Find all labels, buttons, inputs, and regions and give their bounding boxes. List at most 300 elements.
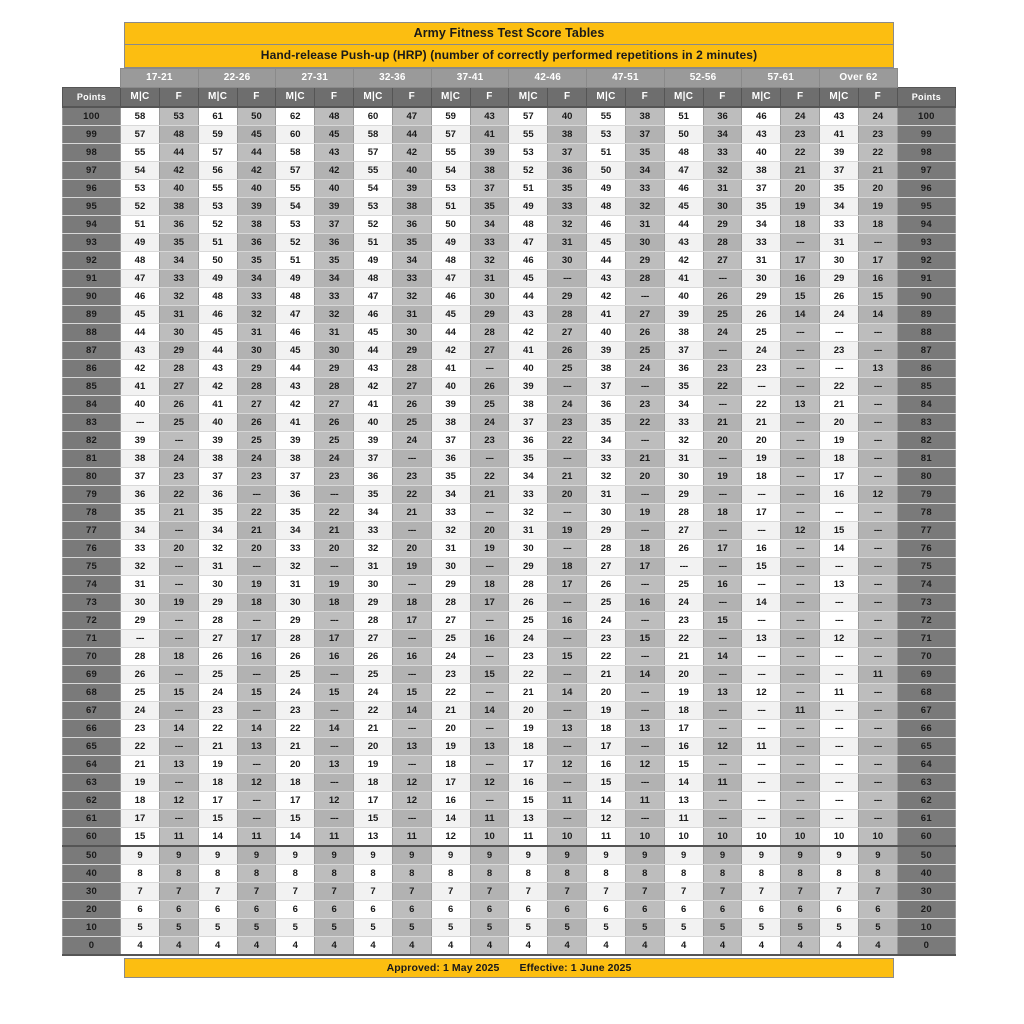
age-header-spacer-right <box>897 69 955 88</box>
cell-32-36-female: 5 <box>392 919 431 937</box>
cell-27-31-female: 12 <box>315 792 354 810</box>
cell-42-46-female: 38 <box>548 126 587 144</box>
cell-17-21-male: 47 <box>121 270 160 288</box>
cell-22-26-female: 6 <box>237 901 276 919</box>
cell-52-56-male: 28 <box>664 504 703 522</box>
cell-37-41-female: 38 <box>470 162 509 180</box>
cell-47-51-female: 33 <box>625 180 664 198</box>
col-header-32-36-female: F <box>392 88 431 108</box>
cell-37-41-female: --- <box>470 684 509 702</box>
cell-22-26-male: 30 <box>198 576 237 594</box>
cell-37-41-female: 6 <box>470 901 509 919</box>
cell-57-61-female: --- <box>781 450 820 468</box>
cell-17-21-female: 19 <box>159 594 198 612</box>
cell-42-46-male: 30 <box>509 540 548 558</box>
cell-47-51-male: 5 <box>587 919 626 937</box>
cell-over-62-female: 23 <box>858 126 897 144</box>
cell-32-36-male: 27 <box>354 630 393 648</box>
cell-47-51-female: 29 <box>625 252 664 270</box>
cell-47-51-male: 40 <box>587 324 626 342</box>
cell-57-61-female: 21 <box>781 162 820 180</box>
cell-over-62-male: --- <box>820 612 859 630</box>
cell-52-56-male: 32 <box>664 432 703 450</box>
cell-57-61-male: 11 <box>742 738 781 756</box>
cell-42-46-male: 13 <box>509 810 548 828</box>
cell-57-61-female: --- <box>781 432 820 450</box>
cell-42-46-female: 24 <box>548 396 587 414</box>
cell-42-46-female: 6 <box>548 901 587 919</box>
cell-22-26-male: 6 <box>198 901 237 919</box>
cell-over-62-male: --- <box>820 792 859 810</box>
cell-17-21-female: 20 <box>159 540 198 558</box>
cell-42-46-female: 10 <box>548 828 587 847</box>
cell-42-46-female: --- <box>548 270 587 288</box>
cell-42-46-female: --- <box>548 504 587 522</box>
col-header-57-61-female: F <box>781 88 820 108</box>
points-value-right: 78 <box>897 504 955 522</box>
cell-42-46-female: 28 <box>548 306 587 324</box>
cell-over-62-male: 23 <box>820 342 859 360</box>
cell-42-46-female: 9 <box>548 846 587 865</box>
cell-42-46-male: 49 <box>509 198 548 216</box>
cell-57-61-female: --- <box>781 414 820 432</box>
cell-22-26-female: 19 <box>237 576 276 594</box>
points-value-left: 85 <box>63 378 121 396</box>
cell-17-21-male: 15 <box>121 828 160 847</box>
cell-42-46-male: 7 <box>509 883 548 901</box>
cell-42-46-female: --- <box>548 666 587 684</box>
cell-42-46-male: 18 <box>509 738 548 756</box>
cell-37-41-female: 19 <box>470 540 509 558</box>
cell-37-41-female: 27 <box>470 342 509 360</box>
cell-37-41-male: 30 <box>431 558 470 576</box>
cell-32-36-female: 42 <box>392 144 431 162</box>
cell-22-26-male: 9 <box>198 846 237 865</box>
cell-22-26-male: 23 <box>198 702 237 720</box>
cell-over-62-female: --- <box>858 396 897 414</box>
cell-27-31-female: 45 <box>315 126 354 144</box>
cell-47-51-female: 23 <box>625 396 664 414</box>
cell-27-31-male: 52 <box>276 234 315 252</box>
cell-22-26-female: 34 <box>237 270 276 288</box>
cell-52-56-female: 8 <box>703 865 742 883</box>
cell-37-41-female: 25 <box>470 396 509 414</box>
cell-37-41-female: 37 <box>470 180 509 198</box>
cell-over-62-male: 43 <box>820 107 859 126</box>
cell-over-62-female: 21 <box>858 162 897 180</box>
points-value-right: 64 <box>897 756 955 774</box>
cell-22-26-male: 28 <box>198 612 237 630</box>
cell-over-62-male: 10 <box>820 828 859 847</box>
cell-17-21-female: 25 <box>159 414 198 432</box>
cell-27-31-female: 48 <box>315 107 354 126</box>
cell-17-21-female: --- <box>159 558 198 576</box>
cell-17-21-male: 53 <box>121 180 160 198</box>
cell-57-61-male: 6 <box>742 901 781 919</box>
cell-27-31-female: 18 <box>315 594 354 612</box>
cell-57-61-male: 21 <box>742 414 781 432</box>
cell-27-31-female: 15 <box>315 684 354 702</box>
cell-42-46-male: 39 <box>509 378 548 396</box>
cell-52-56-male: 27 <box>664 522 703 540</box>
cell-32-36-male: 17 <box>354 792 393 810</box>
cell-22-26-female: 17 <box>237 630 276 648</box>
cell-over-62-female: --- <box>858 576 897 594</box>
cell-57-61-female: --- <box>781 360 820 378</box>
cell-22-26-female: --- <box>237 702 276 720</box>
cell-57-61-male: 24 <box>742 342 781 360</box>
cell-52-56-male: 51 <box>664 107 703 126</box>
cell-52-56-female: --- <box>703 666 742 684</box>
cell-27-31-female: --- <box>315 666 354 684</box>
cell-32-36-female: 12 <box>392 792 431 810</box>
cell-27-31-female: 13 <box>315 756 354 774</box>
cell-57-61-male: 7 <box>742 883 781 901</box>
cell-27-31-female: 28 <box>315 378 354 396</box>
points-value-right: 98 <box>897 144 955 162</box>
cell-32-36-male: 41 <box>354 396 393 414</box>
cell-32-36-male: 44 <box>354 342 393 360</box>
points-value-right: 80 <box>897 468 955 486</box>
cell-27-31-female: 5 <box>315 919 354 937</box>
cell-22-26-male: 22 <box>198 720 237 738</box>
cell-27-31-male: 43 <box>276 378 315 396</box>
cell-42-46-female: 33 <box>548 198 587 216</box>
cell-17-21-male: 7 <box>121 883 160 901</box>
col-header-42-46-female: F <box>548 88 587 108</box>
cell-42-46-male: 46 <box>509 252 548 270</box>
cell-47-51-female: 10 <box>625 828 664 847</box>
cell-22-26-female: 44 <box>237 144 276 162</box>
col-header-57-61-male: M|C <box>742 88 781 108</box>
cell-52-56-male: 46 <box>664 180 703 198</box>
cell-47-51-male: 35 <box>587 414 626 432</box>
cell-22-26-female: --- <box>237 756 276 774</box>
age-group-over-62: Over 62 <box>820 69 898 88</box>
cell-42-46-male: 43 <box>509 306 548 324</box>
cell-over-62-female: --- <box>858 630 897 648</box>
cell-17-21-female: 11 <box>159 828 198 847</box>
cell-52-56-male: 42 <box>664 252 703 270</box>
cell-32-36-male: 31 <box>354 558 393 576</box>
points-value-left: 69 <box>63 666 121 684</box>
cell-57-61-female: --- <box>781 342 820 360</box>
cell-52-56-female: 9 <box>703 846 742 865</box>
cell-22-26-female: 14 <box>237 720 276 738</box>
cell-32-36-female: 12 <box>392 774 431 792</box>
cell-27-31-female: --- <box>315 612 354 630</box>
cell-47-51-female: 34 <box>625 162 664 180</box>
cell-27-31-female: 20 <box>315 540 354 558</box>
cell-37-41-male: 42 <box>431 342 470 360</box>
cell-52-56-female: 19 <box>703 468 742 486</box>
cell-57-61-male: 13 <box>742 630 781 648</box>
cell-over-62-female: --- <box>858 756 897 774</box>
cell-27-31-male: 35 <box>276 504 315 522</box>
cell-57-61-female: 5 <box>781 919 820 937</box>
col-header-22-26-male: M|C <box>198 88 237 108</box>
cell-22-26-male: 61 <box>198 107 237 126</box>
cell-over-62-male: 17 <box>820 468 859 486</box>
cell-47-51-male: 48 <box>587 198 626 216</box>
cell-37-41-female: 41 <box>470 126 509 144</box>
points-value-left: 61 <box>63 810 121 828</box>
cell-27-31-male: 47 <box>276 306 315 324</box>
table-row <box>63 306 956 324</box>
cell-32-36-male: 55 <box>354 162 393 180</box>
cell-27-31-male: 28 <box>276 630 315 648</box>
cell-37-41-female: 43 <box>470 107 509 126</box>
cell-32-36-female: 7 <box>392 883 431 901</box>
cell-37-41-male: 12 <box>431 828 470 847</box>
cell-52-56-female: --- <box>703 792 742 810</box>
cell-37-41-male: 19 <box>431 738 470 756</box>
cell-17-21-male: 6 <box>121 901 160 919</box>
cell-47-51-female: 35 <box>625 144 664 162</box>
points-value-left: 96 <box>63 180 121 198</box>
cell-57-61-male: --- <box>742 576 781 594</box>
cell-47-51-female: --- <box>625 522 664 540</box>
cell-17-21-male: 21 <box>121 756 160 774</box>
cell-37-41-female: 21 <box>470 486 509 504</box>
table-row <box>63 486 956 504</box>
cell-17-21-male: 29 <box>121 612 160 630</box>
table-row <box>63 162 956 180</box>
cell-42-46-female: 15 <box>548 648 587 666</box>
cell-37-41-female: 16 <box>470 630 509 648</box>
points-value-left: 50 <box>63 846 121 865</box>
cell-52-56-male: 50 <box>664 126 703 144</box>
cell-37-41-male: 48 <box>431 252 470 270</box>
cell-32-36-male: 57 <box>354 144 393 162</box>
cell-57-61-female: 10 <box>781 828 820 847</box>
cell-27-31-female: --- <box>315 810 354 828</box>
cell-17-21-female: 31 <box>159 306 198 324</box>
cell-22-26-male: 50 <box>198 252 237 270</box>
cell-47-51-male: 34 <box>587 432 626 450</box>
cell-17-21-male: 41 <box>121 378 160 396</box>
cell-52-56-female: 33 <box>703 144 742 162</box>
points-value-left: 64 <box>63 756 121 774</box>
cell-over-62-male: --- <box>820 738 859 756</box>
points-value-right: 92 <box>897 252 955 270</box>
cell-17-21-female: 27 <box>159 378 198 396</box>
cell-17-21-female: 4 <box>159 937 198 956</box>
cell-37-41-male: 4 <box>431 937 470 956</box>
cell-17-21-male: 32 <box>121 558 160 576</box>
cell-27-31-male: 7 <box>276 883 315 901</box>
cell-over-62-male: 29 <box>820 270 859 288</box>
cell-17-21-female: 5 <box>159 919 198 937</box>
cell-37-41-female: 11 <box>470 810 509 828</box>
cell-over-62-male: --- <box>820 360 859 378</box>
points-value-left: 60 <box>63 828 121 847</box>
cell-22-26-female: 38 <box>237 216 276 234</box>
cell-37-41-male: 8 <box>431 865 470 883</box>
cell-57-61-male: --- <box>742 720 781 738</box>
cell-37-41-male: 41 <box>431 360 470 378</box>
cell-over-62-female: --- <box>858 792 897 810</box>
points-value-right: 66 <box>897 720 955 738</box>
cell-32-36-male: 28 <box>354 612 393 630</box>
cell-32-36-female: 27 <box>392 378 431 396</box>
cell-22-26-male: 38 <box>198 450 237 468</box>
cell-47-51-male: 45 <box>587 234 626 252</box>
cell-22-26-female: 42 <box>237 162 276 180</box>
cell-57-61-male: 20 <box>742 432 781 450</box>
cell-37-41-male: 16 <box>431 792 470 810</box>
cell-42-46-female: 30 <box>548 252 587 270</box>
cell-42-46-female: 14 <box>548 684 587 702</box>
cell-over-62-male: 33 <box>820 216 859 234</box>
cell-57-61-male: --- <box>742 612 781 630</box>
cell-17-21-female: 12 <box>159 792 198 810</box>
cell-52-56-male: 10 <box>664 828 703 847</box>
cell-37-41-female: 31 <box>470 270 509 288</box>
points-value-left: 98 <box>63 144 121 162</box>
cell-52-56-male: 8 <box>664 865 703 883</box>
cell-17-21-female: 53 <box>159 107 198 126</box>
cell-47-51-female: 24 <box>625 360 664 378</box>
cell-over-62-male: 39 <box>820 144 859 162</box>
cell-22-26-female: 8 <box>237 865 276 883</box>
cell-17-21-female: --- <box>159 738 198 756</box>
cell-57-61-male: 10 <box>742 828 781 847</box>
cell-57-61-male: 37 <box>742 180 781 198</box>
cell-32-36-female: 38 <box>392 198 431 216</box>
cell-32-36-male: 36 <box>354 468 393 486</box>
cell-22-26-male: 59 <box>198 126 237 144</box>
cell-22-26-female: 50 <box>237 107 276 126</box>
cell-47-51-female: --- <box>625 486 664 504</box>
cell-over-62-male: 16 <box>820 486 859 504</box>
cell-17-21-male: 33 <box>121 540 160 558</box>
cell-32-36-female: 14 <box>392 702 431 720</box>
age-group-47-51: 47-51 <box>587 69 665 88</box>
cell-22-26-male: 14 <box>198 828 237 847</box>
age-header-spacer-left <box>63 69 121 88</box>
cell-47-51-male: 36 <box>587 396 626 414</box>
table-row <box>63 919 956 937</box>
cell-42-46-male: 22 <box>509 666 548 684</box>
cell-17-21-female: 26 <box>159 396 198 414</box>
cell-52-56-female: 11 <box>703 774 742 792</box>
cell-22-26-male: 44 <box>198 342 237 360</box>
cell-47-51-female: --- <box>625 684 664 702</box>
cell-32-36-female: 20 <box>392 540 431 558</box>
cell-57-61-male: 5 <box>742 919 781 937</box>
table-row <box>63 756 956 774</box>
cell-32-36-male: 42 <box>354 378 393 396</box>
cell-47-51-male: 22 <box>587 648 626 666</box>
cell-32-36-female: 16 <box>392 648 431 666</box>
cell-52-56-female: 4 <box>703 937 742 956</box>
points-value-right: 88 <box>897 324 955 342</box>
cell-17-21-male: 8 <box>121 865 160 883</box>
cell-27-31-female: 43 <box>315 144 354 162</box>
cell-57-61-male: --- <box>742 774 781 792</box>
cell-22-26-female: --- <box>237 792 276 810</box>
points-value-right: 61 <box>897 810 955 828</box>
cell-57-61-male: 26 <box>742 306 781 324</box>
cell-47-51-male: 53 <box>587 126 626 144</box>
cell-17-21-female: 36 <box>159 216 198 234</box>
points-value-right: 71 <box>897 630 955 648</box>
cell-42-46-female: 40 <box>548 107 587 126</box>
cell-over-62-female: --- <box>858 720 897 738</box>
points-value-right: 63 <box>897 774 955 792</box>
cell-47-51-male: 51 <box>587 144 626 162</box>
cell-22-26-female: 23 <box>237 468 276 486</box>
table-row <box>63 288 956 306</box>
cell-27-31-male: 9 <box>276 846 315 865</box>
cell-52-56-female: 34 <box>703 126 742 144</box>
cell-47-51-male: 43 <box>587 270 626 288</box>
effective-date: Effective: 1 June 2025 <box>519 962 632 974</box>
cell-17-21-female: 48 <box>159 126 198 144</box>
sub-header-row <box>63 88 956 108</box>
cell-52-56-male: 15 <box>664 756 703 774</box>
cell-52-56-female: --- <box>703 702 742 720</box>
col-header-52-56-male: M|C <box>664 88 703 108</box>
cell-over-62-female: --- <box>858 378 897 396</box>
cell-27-31-female: 7 <box>315 883 354 901</box>
cell-22-26-male: 41 <box>198 396 237 414</box>
cell-42-46-female: --- <box>548 378 587 396</box>
col-header-37-41-female: F <box>470 88 509 108</box>
cell-17-21-male: 17 <box>121 810 160 828</box>
cell-42-46-male: 38 <box>509 396 548 414</box>
cell-37-41-male: 7 <box>431 883 470 901</box>
cell-over-62-female: --- <box>858 504 897 522</box>
cell-42-46-female: 27 <box>548 324 587 342</box>
cell-52-56-male: 30 <box>664 468 703 486</box>
cell-17-21-male: 36 <box>121 486 160 504</box>
cell-52-56-male: 22 <box>664 630 703 648</box>
cell-52-56-female: --- <box>703 450 742 468</box>
cell-47-51-male: 30 <box>587 504 626 522</box>
cell-over-62-female: 13 <box>858 360 897 378</box>
cell-37-41-male: 57 <box>431 126 470 144</box>
cell-47-51-female: 11 <box>625 792 664 810</box>
cell-17-21-female: 28 <box>159 360 198 378</box>
cell-57-61-male: 17 <box>742 504 781 522</box>
cell-17-21-female: --- <box>159 630 198 648</box>
cell-32-36-female: 29 <box>392 342 431 360</box>
points-value-left: 66 <box>63 720 121 738</box>
cell-37-41-female: 4 <box>470 937 509 956</box>
cell-42-46-male: 20 <box>509 702 548 720</box>
points-value-right: 99 <box>897 126 955 144</box>
cell-17-21-female: --- <box>159 810 198 828</box>
age-group-header-row <box>63 69 956 88</box>
cell-27-31-female: 9 <box>315 846 354 865</box>
cell-42-46-male: 6 <box>509 901 548 919</box>
cell-27-31-female: 6 <box>315 901 354 919</box>
cell-47-51-male: 14 <box>587 792 626 810</box>
cell-over-62-female: 20 <box>858 180 897 198</box>
cell-32-36-male: 19 <box>354 756 393 774</box>
cell-32-36-male: 35 <box>354 486 393 504</box>
points-value-left: 89 <box>63 306 121 324</box>
page-title: Army Fitness Test Score Tables <box>124 22 894 45</box>
cell-42-46-female: 17 <box>548 576 587 594</box>
cell-57-61-male: 14 <box>742 594 781 612</box>
cell-37-41-male: 36 <box>431 450 470 468</box>
cell-47-51-female: --- <box>625 810 664 828</box>
cell-52-56-female: --- <box>703 486 742 504</box>
cell-37-41-female: 13 <box>470 738 509 756</box>
